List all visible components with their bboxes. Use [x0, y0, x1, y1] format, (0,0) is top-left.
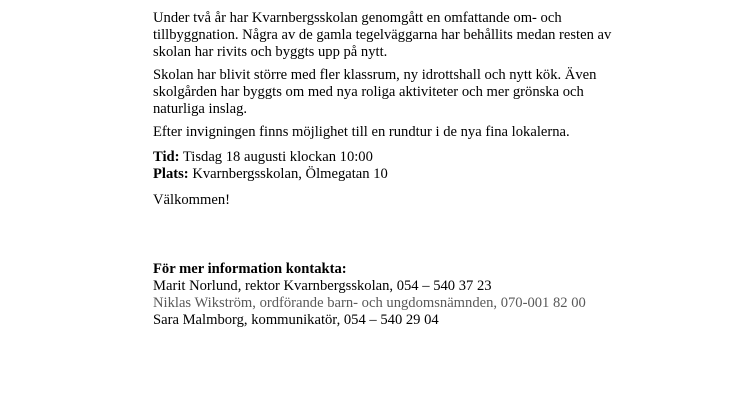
time-value: Tisdag 18 augusti klockan 10:00: [179, 149, 373, 165]
paragraph-new-facilities: Skolan har blivit större med fler klassrum, ny idrottshall och nytt kök. Även skolgården har byggts om med nya roliga aktiviteter och mer grönska och naturliga inslag.: [153, 67, 597, 117]
document-body: [153, 10, 623, 329]
contact-kommunikator: Sara Malmborg, kommunikatör, 054 – 540 29 04: [153, 312, 439, 328]
paragraph-renovation: Under två år har Kvarnbergsskolan genomgått en omfattande om- och tillbyggnation. Några av de gamla tegelväggarna har behållits medan resten av skolan har rivits och byggts upp på nytt.: [153, 10, 612, 60]
place-label: Plats:: [153, 166, 189, 182]
event-place: [153, 166, 623, 183]
event-time: [153, 149, 623, 166]
place-value: Kvarnbergsskolan, Ölmegatan 10: [188, 166, 388, 182]
contacts-heading: För mer information kontakta:: [153, 261, 347, 277]
time-label: Tid:: [153, 149, 180, 165]
contact-ordforande: Niklas Wikström, ordförande barn- och ungdomsnämnden, 070-001 82 00: [153, 295, 586, 311]
paragraph-tour: Efter invigningen finns möjlighet till en rundtur i de nya fina lokalerna.: [153, 124, 570, 140]
contact-rektor: Marit Norlund, rektor Kvarnbergsskolan, 054 – 540 37 23: [153, 278, 492, 294]
welcome-text: Välkommen!: [153, 192, 231, 208]
